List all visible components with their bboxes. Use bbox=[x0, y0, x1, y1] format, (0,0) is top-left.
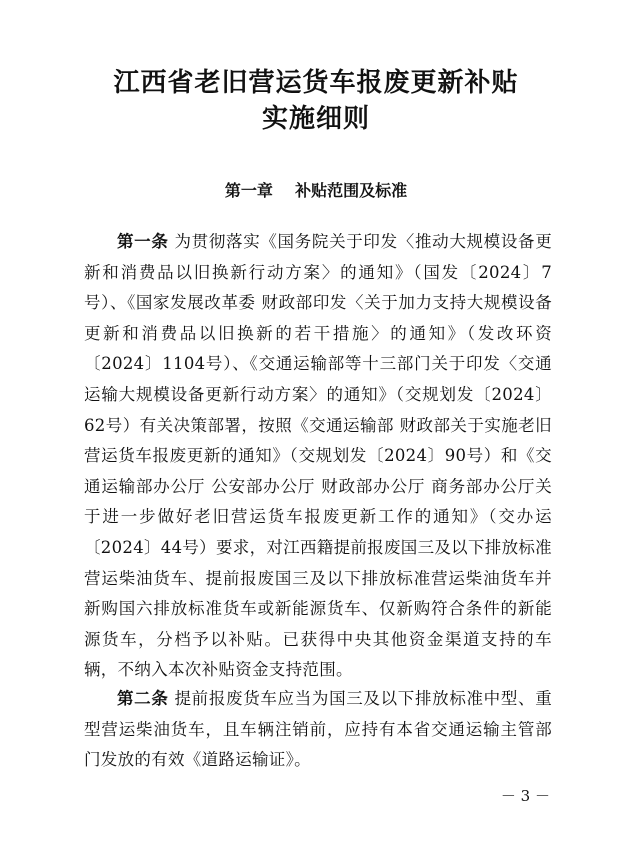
article-label: 第二条 bbox=[117, 689, 169, 708]
article-text: 提前报废货车应当为国三及以下排放标准中型、重型营运柴油货车，且车辆注销前，应持有本省交通运输主管部门发放的有效《道路运输证》。 bbox=[84, 689, 553, 770]
article-label: 第一条 bbox=[117, 232, 169, 251]
article-text: 为贯彻落实《国务院关于印发〈推动大规模设备更新和消费品以旧换新行动方案〉的通知》（国发〔2024〕7号）、《国家发展改革委 财政部印发〈关于加力支持大规模设备更新和消费品以旧换新的若干措施〉的通知》（发改环资〔2024〕1104号）、《交通运输部等十三部门关于印发〈交通运输大规模设备更新行动方案〉的通知》（交规划发〔2024〕62号）有关决策部署，按照《交通运输部 财政部关于实施老旧营运货车报废更新的通知》（交规划发〔2024〕90号）和《交通运输部办公厅 公安部办公厅 财政部办公厅 商务部办公厅关于进一步做好老旧营运货车报废更新工作的通知》（交办运〔2024〕44号）要求，对江西籍提前报废国三及以下排放标准营运柴油货车、提前报废国三及以下排放标准营运柴油货车并新购国六排放标准货车或新能源货车、仅新购符合条件的新能源货车，分档予以补贴。已获得中央其他资金渠道支持的车辆，不纳入本次补贴资金支持范围。 bbox=[84, 232, 553, 680]
page-number: － 3 － bbox=[500, 787, 550, 805]
chapter-heading: 第一章 补贴范围及标准 bbox=[224, 181, 408, 200]
article-paragraph bbox=[84, 684, 552, 776]
document-title-line-1: 江西省老旧营运货车报废更新补贴 bbox=[113, 68, 519, 98]
document-title-line-2: 实施细则 bbox=[261, 104, 370, 134]
article-paragraph bbox=[84, 227, 552, 686]
